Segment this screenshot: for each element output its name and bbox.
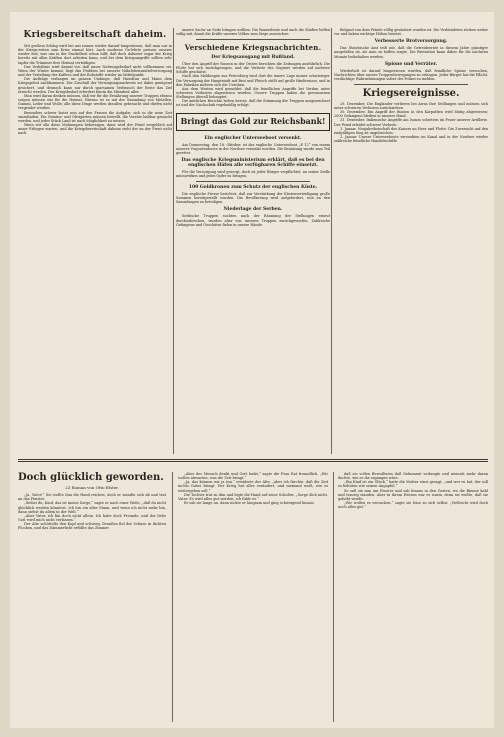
paragraph: Die Tochter trat zu ihm und legte die Hand auf seine Schulter. „Sorge dich nicht, Vater. Es wird alles gut werden, ich fühle es.“ — [178, 492, 328, 501]
paragraph: Über den Angriff der Russen in der Ostsee berichten die Zeitungen ausführlich. Die Flotte hat sich zurückgezogen, und die Verluste des Gegners werden auf mehrere Schiffe geschätzt. — [176, 61, 330, 75]
paragraph: Die englische Presse berichtet, daß zur Verstärkung der Küstenverteidigung große Summen bereitgestellt wurden. Die Bevölkerung wird aufgefordert, sich an den Sammlungen zu beteiligen. — [176, 192, 330, 205]
paragraph: Serbische Truppen suchten nach der Räumung der Stellungen erneut durchzubrechen, wurden aber von unseren Truppen zurückgeworfen. Zahlreiche Gefangene und Geschütze fielen in unsere Hände. — [176, 214, 330, 227]
gold-notice-box — [176, 113, 330, 131]
paragraph: Wenn wir alle diese Mahnungen beherzigen, dann wird der Feind vergeblich auf unser Erliegen warten, und die Kriegsbereitschaft daheim steht der an der Front nicht nach. — [18, 122, 172, 136]
paragraph: „Siehst du, Kind, das ist meine Sorge,“ sagte er nach einer Weile, „daß du nicht glücklich werden könntest. Ich bin ein alter Mann, und wenn ich nicht mehr bin, dann stehst du allein in der Welt.“ — [18, 501, 166, 514]
story-byline: 23 Roman von Otto Elster. — [65, 485, 119, 490]
paragraph: Für die Versorgung wird gesorgt, doch ist jeder Bürger verpflichtet, an seiner Stelle mitzuwirken und jedes Opfer zu bringen. — [176, 170, 330, 179]
column-divider — [333, 472, 334, 722]
paragraph: „Ein Kind ist ein Glück,“ hatte die Mutter einst gesagt, „und wer es hat, der soll es behüten wie seinen Augapfel.“ — [338, 480, 488, 489]
column-divider — [173, 28, 174, 454]
news-heading: Spione und Verräter. — [384, 61, 438, 67]
paragraph: So saß sie nun am Fenster und sah hinaus in den Garten, wo die Bäume kahl und traurig standen. Aber in ihrem Herzen war es warm, denn sie wußte, daß sie geliebt wurde. — [338, 488, 488, 501]
section-title-kriegsereignisse: Kriegsereignisse. — [362, 87, 460, 99]
paragraph: „Ja, Vater!“ Sie wollte ihm die Hand reichen, doch er wandte sich ab und trat an das Fenster. — [18, 493, 166, 502]
paragraph: Aus dem Westen wird gemeldet, daß die feindlichen Angriffe bei Verdun unter schweren Verlusten abgewiesen wurden. Unsere Truppen haben die gewonnenen Stellungen überall behauptet. — [176, 86, 330, 100]
paragraph: Man wird daran denken müssen, daß wir für die Ernährung unserer Truppen ebenso sorgen müssen wie für die Heimat. Ebenso ist es mit der Sammlung von Metallen, Gummi, Leder und Wolle; alle diese Dinge werden draußen gebraucht und dürfen nicht vergeudet werden. — [18, 93, 172, 111]
divider — [354, 84, 468, 85]
chronicle-entry: 31. Dezember. Italienische Angriffe am Isonzo scheitern im Feuer unserer Artillerie. Der Feind erleidet schwere Verluste. — [334, 118, 488, 127]
paragraph: unsere Sache an Seite bringen wollten. Die Bauersleute und auch die Städter helfen willig mit, damit die Kräfte unseres Volkes zum Siege ausreichen. — [176, 28, 330, 37]
paragraph: Mit großem Schlag wird bei uns immer wieder darauf hingewiesen, daß man nur in der Kriegs-zeiten zum Krise einmal hört. Auch moderne Ge-lehrte preisen unserer wieder fest, was uns in der Dunkelheit schon hilft; daß doch dahinter sogar der Krieg bereits mit allen Kräften dort arbeiten kann, und bei dem Kriegsangriffe sollten sehr tapfer die Trümmer ihre Heimat verteidigen. — [18, 44, 172, 65]
chronicle-entry: 30. Dezember. Ein Angriff der Russen in den Karpathen wird blutig abgewiesen; 2000 Gefangene bleiben in unserer Hand. — [334, 110, 488, 119]
gold-notice-title: Bringt das Gold zur Reichsbank! — [180, 115, 326, 126]
paragraph: Der Alte schüttelte den Kopf und schwieg. Draußen fiel der Schnee in dichten Flocken, und das Dämmerlicht erfüllte das Zimmer. — [18, 522, 166, 531]
paragraph: „Ja, das können wir ja tun,“ erwiderte der Alte, „aber ich fürchte, daß die Zeit nichts Gutes bringt. Der Krieg hat alles verändert, und niemand weiß, wie es weitergehen soll.“ — [178, 480, 328, 493]
paragraph: Das Verhältnis wird darauf vor, daß unser Nahrungsbedarf nicht vollkommen sei. Wenn der Winter kommt, liegt das Problem bei unserer Nährlebensmittelversorgung und der Verteilung des Kaffees und der Rohstoffe wieder im Mittelpunkt. — [18, 64, 172, 78]
news-heading: Niederlage der Serben. — [223, 207, 283, 213]
chronicle-entry: 1. Januar. Neujahrsbotschaft des Kaisers an Heer und Flotte: Die Zuversicht auf den endgültigen Sieg ist ungebrochen. — [334, 126, 488, 135]
story-column-2 — [178, 472, 328, 722]
paragraph: Am Donnerstag, den 18. Oktober, ist das englische Unterseeboot „E 12“ von einem unserer Vorpostenboote in der Nordsee versenkt worden. Die Besatzung wurde zum Teil gerettet. — [176, 142, 330, 155]
headline-kriegsbereitschaft: Kriegsbereitschaft daheim. — [23, 30, 167, 40]
column-divider — [331, 28, 332, 454]
news-heading: 100 Goldkronen zum Schutz der englischen Küste. — [188, 185, 318, 190]
column-divider — [172, 472, 173, 722]
chronicle-entry: 2. Januar. Unsere Unterseeboote versenkten im Kanal und in der Nordsee wieder zahlreiche feindliche Handelsschiffe. — [334, 135, 488, 144]
column-3 — [334, 28, 488, 454]
paragraph: Die amtlichen Berichte heben hervor, daß die Stimmung der Truppen ausgezeichnet ist und der Nachschub regelmäßig erfolgt. — [176, 99, 330, 108]
paragraph: Die Aufträge verlangen im ganzen Umfange, daß Hausfrau und Mann dem Kriegsgebot nachkommen. Der Zuschuß der Versorgungsnachweis sei dabei genügend gesichert, und dennoch kann nur durch sparsamen Verbrauch der Reste das Ziel erreicht werden. Der Kriegsbedarf erfordert hierin die Mitarbeit aller. — [18, 77, 172, 94]
paragraph: Belgrad von dem Feinde völlig gesäubert worden ist. Die Verbündeten rücken weiter vor und haben wichtige Höhen besetzt. — [334, 28, 488, 37]
divider — [196, 39, 310, 40]
news-heading: Das englische Kriegsministerium erklärt, daß es bei den englischen Häfen alle verfügbaren Schiffe einsetzt. — [181, 158, 325, 169]
paragraph: daß sie vollen Bewußtsein daß Dokument verlangte und niemals mehr daran dachte, wie es ihr ergangen wäre. — [338, 472, 488, 481]
paragraph: Das Statistische Amt teilt mit, daß die Getreideernte in diesem Jahre günstiger ausgefallen ist, als man zu hoffen wagte. Die Brotration kann daher für die nächsten Monate beibehalten werden. — [334, 46, 488, 59]
paragraph: Besonders schwer lastet nun auf den Frauen die Aufgabe, sich in die neue Zeit einzufinden. Die Gemüse- und Obstgärten müssen bestellt, die Vorräte haltbar gemacht werden, und jedes Stück Land ist nach Möglichkeit zu nutzen. — [18, 110, 172, 123]
section-title-kriegsnachrichten: Verschiedene Kriegsnachrichten. — [184, 42, 322, 52]
newspaper-page — [10, 12, 494, 728]
story-column-1 — [18, 472, 166, 722]
divider — [196, 181, 310, 182]
story-column-3 — [338, 472, 488, 722]
paragraph: „Aber der Mensch denkt und Gott lenkt,“ sagte die Frau Rat freundlich. „Wir wollen abwarten, was die Zeit bringt.“ — [178, 472, 328, 481]
section-subtitle: Der Kriegsausgang mit Rußland. — [211, 54, 295, 60]
chronicle-entry: 29. Dezember. Die Engländer verlieren bei Arras ihre Stellungen und müssen sich unter schweren Verlusten zurückziehen. — [334, 101, 488, 110]
horizontal-divider — [18, 459, 488, 460]
column-2 — [176, 28, 330, 454]
news-heading: Verbesserte Brotversorgung. — [374, 39, 448, 45]
story-number: 23 — [65, 485, 71, 490]
serial-story — [18, 472, 488, 722]
paragraph: Wiederholt ist darauf hingewiesen worden, daß feindliche Spione versuchen, Nachrichten über unsere Truppenbewegungen zu erlangen. Jeder Bürger hat die Pflicht, verdächtige Wahrnehmungen sofort der Polizei zu melden. — [334, 68, 488, 82]
paragraph: Er sah sie lange an, dann nickte er langsam und ging schweigend hinaus. — [184, 501, 315, 506]
news-heading: Ein englischer Unterseeboot versenkt. — [204, 135, 302, 141]
column-1 — [18, 28, 172, 454]
paragraph: „Wir wollen es versuchen,“ sagte sie leise zu sich selbst. „Vielleicht wird doch noch alles gut.“ — [338, 501, 488, 510]
story-title: Doch glücklich geworden. — [18, 472, 164, 483]
paragraph: „Aber Vater, ich bin doch nicht allein. Ich habe doch Freunde, und der liebe Gott wird mich nicht verlassen.“ — [18, 513, 166, 523]
paragraph: Nach den Meldungen aus Petersburg wird dort die innere Lage immer schwieriger. Die Versorgung der Hauptstadt mit Brot und Fleisch stößt auf große Hindernisse, und in den Fabriken mehren sich die Unruhen. — [176, 74, 330, 87]
